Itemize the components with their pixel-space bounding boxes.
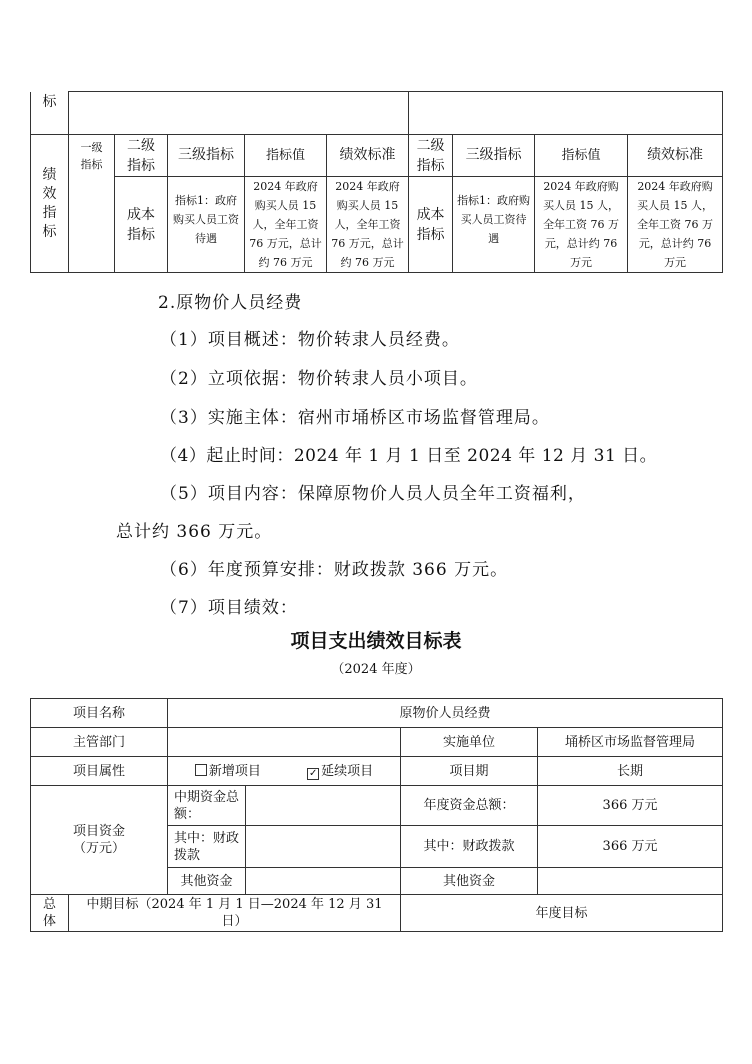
value-right-cell bbox=[535, 177, 628, 273]
fiscal-label: 其中：财政拨款 bbox=[168, 826, 246, 868]
level2-header-right: 二级指标 bbox=[416, 137, 445, 174]
period-value: 长期 bbox=[538, 757, 723, 786]
value-text: 2024 年政府购买人员 15 人，全年工资 76 万元，总计约 76 万元 bbox=[249, 180, 322, 269]
continue-project-label: 延续项目 bbox=[321, 763, 374, 779]
mid-goal: 中期目标（2024 年 1 月 1 日—2024 年 12 月 31 日） bbox=[69, 895, 401, 932]
performance-indicator-label-cell bbox=[31, 135, 69, 273]
annual-goal: 年度目标 bbox=[401, 895, 723, 932]
indicator-table bbox=[30, 91, 723, 273]
standard-text: 2024 年政府购买人员 15 人，全年工资 76 万元，总计约 76 万元 bbox=[331, 180, 404, 269]
standard-header-right: 绩效标准 bbox=[628, 135, 723, 177]
standard-right-cell bbox=[628, 177, 723, 273]
performance-indicator-label: 绩效指标 bbox=[42, 166, 57, 240]
section-heading: 2.原物价人员经费 bbox=[158, 293, 303, 313]
indicator-1-right-cell bbox=[453, 177, 535, 273]
attr-options bbox=[168, 757, 401, 786]
item-period: （4）起止时间：2024 年 1 月 1 日至 2024 年 12 月 31 日。 bbox=[160, 446, 658, 466]
row-label-cell bbox=[31, 92, 69, 135]
item-budget: （6）年度预算安排：财政拨款 366 万元。 bbox=[160, 560, 509, 580]
level2-header: 二级指标 bbox=[127, 137, 155, 174]
fiscal-mid-value bbox=[246, 826, 401, 868]
dept-value bbox=[168, 728, 401, 757]
item-performance: （7）项目绩效： bbox=[160, 598, 298, 618]
item-implementer: （3）实施主体：宿州市埇桥区市场监督管理局。 bbox=[160, 408, 550, 428]
continue-project-checkbox[interactable]: ✓ bbox=[308, 767, 318, 779]
cost-indicator-cell bbox=[115, 177, 168, 273]
overall-label: 总体 bbox=[42, 897, 56, 929]
overall-label-cell bbox=[31, 895, 69, 932]
period-label: 项目期 bbox=[401, 757, 538, 786]
form-title: 项目支出绩效目标表 bbox=[290, 630, 462, 652]
other-funds-label-right: 其他资金 bbox=[401, 868, 538, 895]
other-funds-label: 其他资金 bbox=[168, 868, 246, 895]
item-basis: （2）立项依据：物价转隶人员小项目。 bbox=[160, 369, 478, 389]
item-content-cont: 总计约 366 万元。 bbox=[116, 522, 273, 542]
value-header-right: 指标值 bbox=[535, 135, 628, 177]
mid-total-value bbox=[246, 786, 401, 826]
dept-label: 主管部门 bbox=[31, 728, 168, 757]
project-name-label: 项目名称 bbox=[31, 699, 168, 728]
empty-cell-left bbox=[69, 92, 409, 135]
fiscal-value: 366 万元 bbox=[538, 826, 723, 868]
value-header: 指标值 bbox=[245, 135, 327, 177]
empty-cell-right bbox=[409, 92, 723, 135]
standard-header: 绩效标准 bbox=[327, 135, 409, 177]
item-overview: （1）项目概述：物价转隶人员经费。 bbox=[160, 330, 460, 350]
impl-label: 实施单位 bbox=[401, 728, 538, 757]
cost-indicator-right-cell bbox=[409, 177, 453, 273]
standard-text-right: 2024 年政府购买人员 15 人，全年工资 76 万元，总计约 76 万元 bbox=[637, 180, 714, 269]
funds-label-cell bbox=[31, 786, 168, 895]
project-name: 原物价人员经费 bbox=[168, 699, 723, 728]
funds-label: 项目资金（万元） bbox=[72, 824, 125, 856]
form-year: （2024 年度） bbox=[331, 662, 421, 677]
annual-total-value: 366 万元 bbox=[538, 786, 723, 826]
level3-header: 三级指标 bbox=[168, 135, 245, 177]
cost-indicator: 成本指标 bbox=[127, 206, 155, 243]
other-funds-value bbox=[538, 868, 723, 895]
indicator-1-cell bbox=[168, 177, 245, 273]
attr-label: 项目属性 bbox=[31, 757, 168, 786]
other-funds-mid-value bbox=[246, 868, 401, 895]
annual-total-label: 年度资金总额： bbox=[401, 786, 538, 826]
indicator-1: 指标1：政府购买人员工资待遇 bbox=[173, 194, 239, 245]
item-content: （5）项目内容：保障原物价人员人员全年工资福利， bbox=[160, 484, 586, 504]
new-project-checkbox[interactable] bbox=[195, 764, 207, 776]
mid-total-label: 中期资金总额： bbox=[168, 786, 246, 826]
level3-header-right: 三级指标 bbox=[453, 135, 535, 177]
level1-header: 一级指标 bbox=[80, 141, 103, 171]
value-text-right: 2024 年政府购买人员 15 人，全年工资 76 万元，总计约 76 万元 bbox=[543, 180, 620, 269]
level2-header-cell bbox=[115, 135, 168, 177]
impl-value: 埇桥区市场监督管理局 bbox=[538, 728, 723, 757]
standard-cell bbox=[327, 177, 409, 273]
performance-target-table bbox=[30, 698, 723, 932]
cost-indicator-right: 成本指标 bbox=[416, 206, 445, 243]
new-project-label: 新增项目 bbox=[208, 763, 261, 779]
fiscal-label-right: 其中：财政拨款 bbox=[401, 826, 538, 868]
row-label: 标 bbox=[42, 93, 57, 110]
value-cell bbox=[245, 177, 327, 273]
indicator-1-right: 指标1：政府购买人员工资待遇 bbox=[457, 194, 531, 245]
level1-header-cell bbox=[69, 135, 115, 273]
level2-header-right-cell bbox=[409, 135, 453, 177]
